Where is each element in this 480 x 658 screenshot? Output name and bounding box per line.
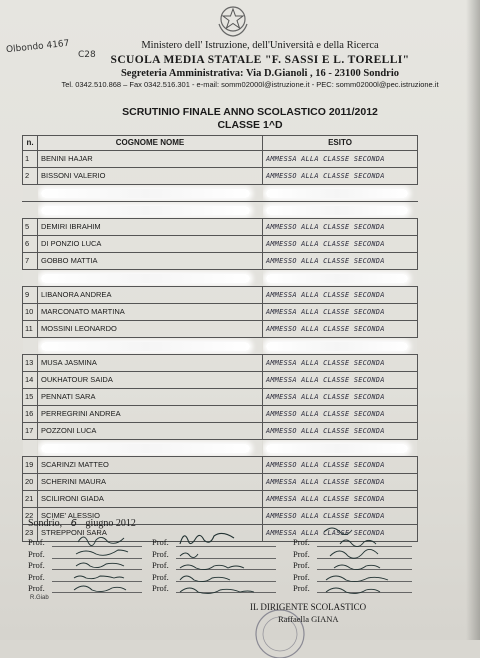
row-number: 21 xyxy=(23,491,38,508)
redacted-row xyxy=(23,270,418,287)
handwritten-signatures-column-1 xyxy=(50,526,160,596)
table-row xyxy=(23,457,418,474)
student-outcome: AMMESSO ALLA CLASSE SECONDA xyxy=(263,236,418,253)
row-number: 22 xyxy=(23,508,38,525)
student-name: STREPPONI SARA xyxy=(38,525,263,542)
student-outcome: AMMESSA ALLA CLASSE SECONDA xyxy=(263,304,418,321)
student-name: DEMIRI IBRAHIM xyxy=(38,219,263,236)
redacted-cell xyxy=(263,202,418,219)
student-name: DI PONZIO LUCA xyxy=(38,236,263,253)
redaction-mark xyxy=(266,274,408,283)
row-number: 5 xyxy=(23,219,38,236)
table-row xyxy=(23,168,418,185)
handwritten-signatures-column-2 xyxy=(170,526,280,596)
redacted-cell xyxy=(38,270,263,287)
student-name: PENNATI SARA xyxy=(38,389,263,406)
document-title: SCRUTINIO FINALE ANNO SCOLASTICO 2011/2012 xyxy=(122,106,378,118)
student-name: OUKHATOUR SAIDA xyxy=(38,372,263,389)
redaction-mark xyxy=(41,206,250,215)
redacted-cell xyxy=(263,185,418,202)
table-row xyxy=(23,321,418,338)
table-row xyxy=(23,389,418,406)
redacted-cell xyxy=(38,440,263,457)
student-outcome: AMMESSO ALLA CLASSE SECONDA xyxy=(263,321,418,338)
dirigente-name: Raffaella GIANA xyxy=(278,614,339,624)
prof-signature-line: Prof. xyxy=(152,572,169,584)
prof-signature-line: Prof. xyxy=(152,549,169,561)
prof-signature-line: Prof. xyxy=(293,537,310,549)
student-outcome: AMMESSA ALLA CLASSE SECONDA xyxy=(263,372,418,389)
table-row xyxy=(23,423,418,440)
contacts-line: Tel. 0342.510.868 – Fax 0342.516.301 - e-mail: somm02000l@istruzione.it - PEC: somm02000l@pec.istruzione.it xyxy=(61,80,439,89)
date-month-year: giugno 2012 xyxy=(85,518,136,529)
redaction-mark xyxy=(41,189,250,198)
table-row xyxy=(23,253,418,270)
table-row xyxy=(23,372,418,389)
student-name: MOSSINI LEONARDO xyxy=(38,321,263,338)
table-row xyxy=(23,304,418,321)
redacted-cell xyxy=(23,440,38,457)
prof-signature-line: Prof. xyxy=(28,583,45,595)
redaction-mark xyxy=(41,444,250,453)
student-outcome: AMMESSO ALLA CLASSE SECONDA xyxy=(263,168,418,185)
student-name: MUSA JASMINA xyxy=(38,355,263,372)
italian-republic-emblem-icon xyxy=(214,2,252,38)
student-outcome: AMMESSA ALLA CLASSE SECONDA xyxy=(263,151,418,168)
row-number: 23 xyxy=(23,525,38,542)
redacted-cell xyxy=(263,270,418,287)
student-name: GOBBO MATTIA xyxy=(38,253,263,270)
student-outcome: AMMESSO ALLA CLASSE SECONDA xyxy=(263,457,418,474)
redacted-row xyxy=(23,440,418,457)
table-row xyxy=(23,151,418,168)
student-outcome: AMMESSO ALLA CLASSE SECONDA xyxy=(263,219,418,236)
student-name: PERREGRINI ANDREA xyxy=(38,406,263,423)
redacted-row xyxy=(23,202,418,219)
row-number: 20 xyxy=(23,474,38,491)
row-number: 2 xyxy=(23,168,38,185)
student-name: SCARINZI MATTEO xyxy=(38,457,263,474)
redacted-cell xyxy=(23,270,38,287)
prof-signature-line: Prof. xyxy=(293,572,310,584)
student-name: SCHERINI MAURA xyxy=(38,474,263,491)
table-row xyxy=(23,406,418,423)
redacted-cell xyxy=(38,338,263,355)
student-name: POZZONI LUCA xyxy=(38,423,263,440)
row-number: 10 xyxy=(23,304,38,321)
student-outcome: AMMESSO ALLA CLASSE SECONDA xyxy=(263,423,418,440)
redacted-cell xyxy=(23,185,38,202)
redacted-cell xyxy=(23,202,38,219)
handwritten-reference-code: C28 xyxy=(78,50,96,60)
student-outcome: AMMESSA ALLA CLASSE SECONDA xyxy=(263,389,418,406)
student-name: SCILIRONI GIADA xyxy=(38,491,263,508)
redaction-mark xyxy=(266,444,408,453)
student-outcome: AMMESSA ALLA CLASSE SECONDA xyxy=(263,525,418,542)
column-header-name: COGNOME NOME xyxy=(38,136,263,151)
redacted-cell xyxy=(23,338,38,355)
row-number: 11 xyxy=(23,321,38,338)
redacted-cell xyxy=(263,338,418,355)
student-outcome: AMMESSA ALLA CLASSE SECONDA xyxy=(263,491,418,508)
page-edge-shadow xyxy=(466,0,480,640)
prof-signature-line: Prof. xyxy=(293,549,310,561)
prof-signature-line: Prof. xyxy=(28,572,45,584)
table-row xyxy=(23,287,418,304)
redacted-cell xyxy=(263,440,418,457)
table-row xyxy=(23,474,418,491)
column-header-number: n. xyxy=(23,136,38,151)
row-number: 17 xyxy=(23,423,38,440)
prof-signature-line: Prof. xyxy=(152,537,169,549)
ministry-line: Ministero dell' Istruzione, dell'Università e della Ricerca xyxy=(141,40,379,51)
column-header-esito: ESITO xyxy=(263,136,418,151)
student-name: SCIME' ALESSIO xyxy=(38,508,263,525)
student-outcome: AMMESSA ALLA CLASSE SECONDA xyxy=(263,287,418,304)
prof-signature-line: Prof. xyxy=(28,560,45,572)
redacted-row xyxy=(23,185,418,202)
student-outcome: AMMESSO ALLA CLASSE SECONDA xyxy=(263,406,418,423)
redaction-mark xyxy=(266,206,408,215)
signature-column-1 xyxy=(28,537,45,595)
redaction-mark xyxy=(266,189,408,198)
row-number: 7 xyxy=(23,253,38,270)
handwritten-reference: Olbondo 4167 xyxy=(5,38,70,56)
row-number: 13 xyxy=(23,355,38,372)
table-row xyxy=(23,491,418,508)
prof-signature-line: Prof. xyxy=(28,549,45,561)
prof-signature-line: Prof. xyxy=(293,560,310,572)
redaction-mark xyxy=(266,342,408,351)
table-row xyxy=(23,355,418,372)
row-number: 6 xyxy=(23,236,38,253)
row-number: 9 xyxy=(23,287,38,304)
dirigente-title: IL DIRIGENTE SCOLASTICO xyxy=(250,602,367,612)
redaction-mark xyxy=(41,274,250,283)
student-name: BENINI HAJAR xyxy=(38,151,263,168)
redacted-row xyxy=(23,338,418,355)
office-address: Segreteria Amministrativa: Via D.Gianoli , 16 - 23100 Sondrio xyxy=(120,68,400,79)
student-name: LIBANORA ANDREA xyxy=(38,287,263,304)
initials-note: R.Giab xyxy=(30,595,49,601)
table-row xyxy=(23,219,418,236)
student-outcome: AMMESSA ALLA CLASSE SECONDA xyxy=(263,355,418,372)
student-outcome: AMMESSO ALLA CLASSE SECONDA xyxy=(263,508,418,525)
handwritten-signatures-column-3 xyxy=(300,520,410,600)
prof-signature-line: Prof. xyxy=(293,583,310,595)
prof-signature-line: Prof. xyxy=(28,537,45,549)
student-name: BISSONI VALERIO xyxy=(38,168,263,185)
table-row xyxy=(23,236,418,253)
redacted-cell xyxy=(38,185,263,202)
row-number: 1 xyxy=(23,151,38,168)
student-outcome: AMMESSA ALLA CLASSE SECONDA xyxy=(263,474,418,491)
student-name: MARCONATO MARTINA xyxy=(38,304,263,321)
row-number: 19 xyxy=(23,457,38,474)
date-day: 6 xyxy=(70,518,78,529)
table-header-row xyxy=(23,136,418,151)
redaction-mark xyxy=(41,342,250,351)
redacted-cell xyxy=(38,202,263,219)
school-name: SCUOLA MEDIA STATALE "F. SASSI E L. TORELLI" xyxy=(110,54,410,66)
row-number: 15 xyxy=(23,389,38,406)
prof-signature-line: Prof. xyxy=(152,583,169,595)
row-number: 14 xyxy=(23,372,38,389)
prof-signature-line: Prof. xyxy=(152,560,169,572)
date-place: Sondrio, xyxy=(28,518,63,529)
table-body xyxy=(23,151,418,542)
results-table xyxy=(22,135,418,542)
student-outcome: AMMESSO ALLA CLASSE SECONDA xyxy=(263,253,418,270)
class-title: CLASSE 1^D xyxy=(217,119,283,131)
row-number: 16 xyxy=(23,406,38,423)
